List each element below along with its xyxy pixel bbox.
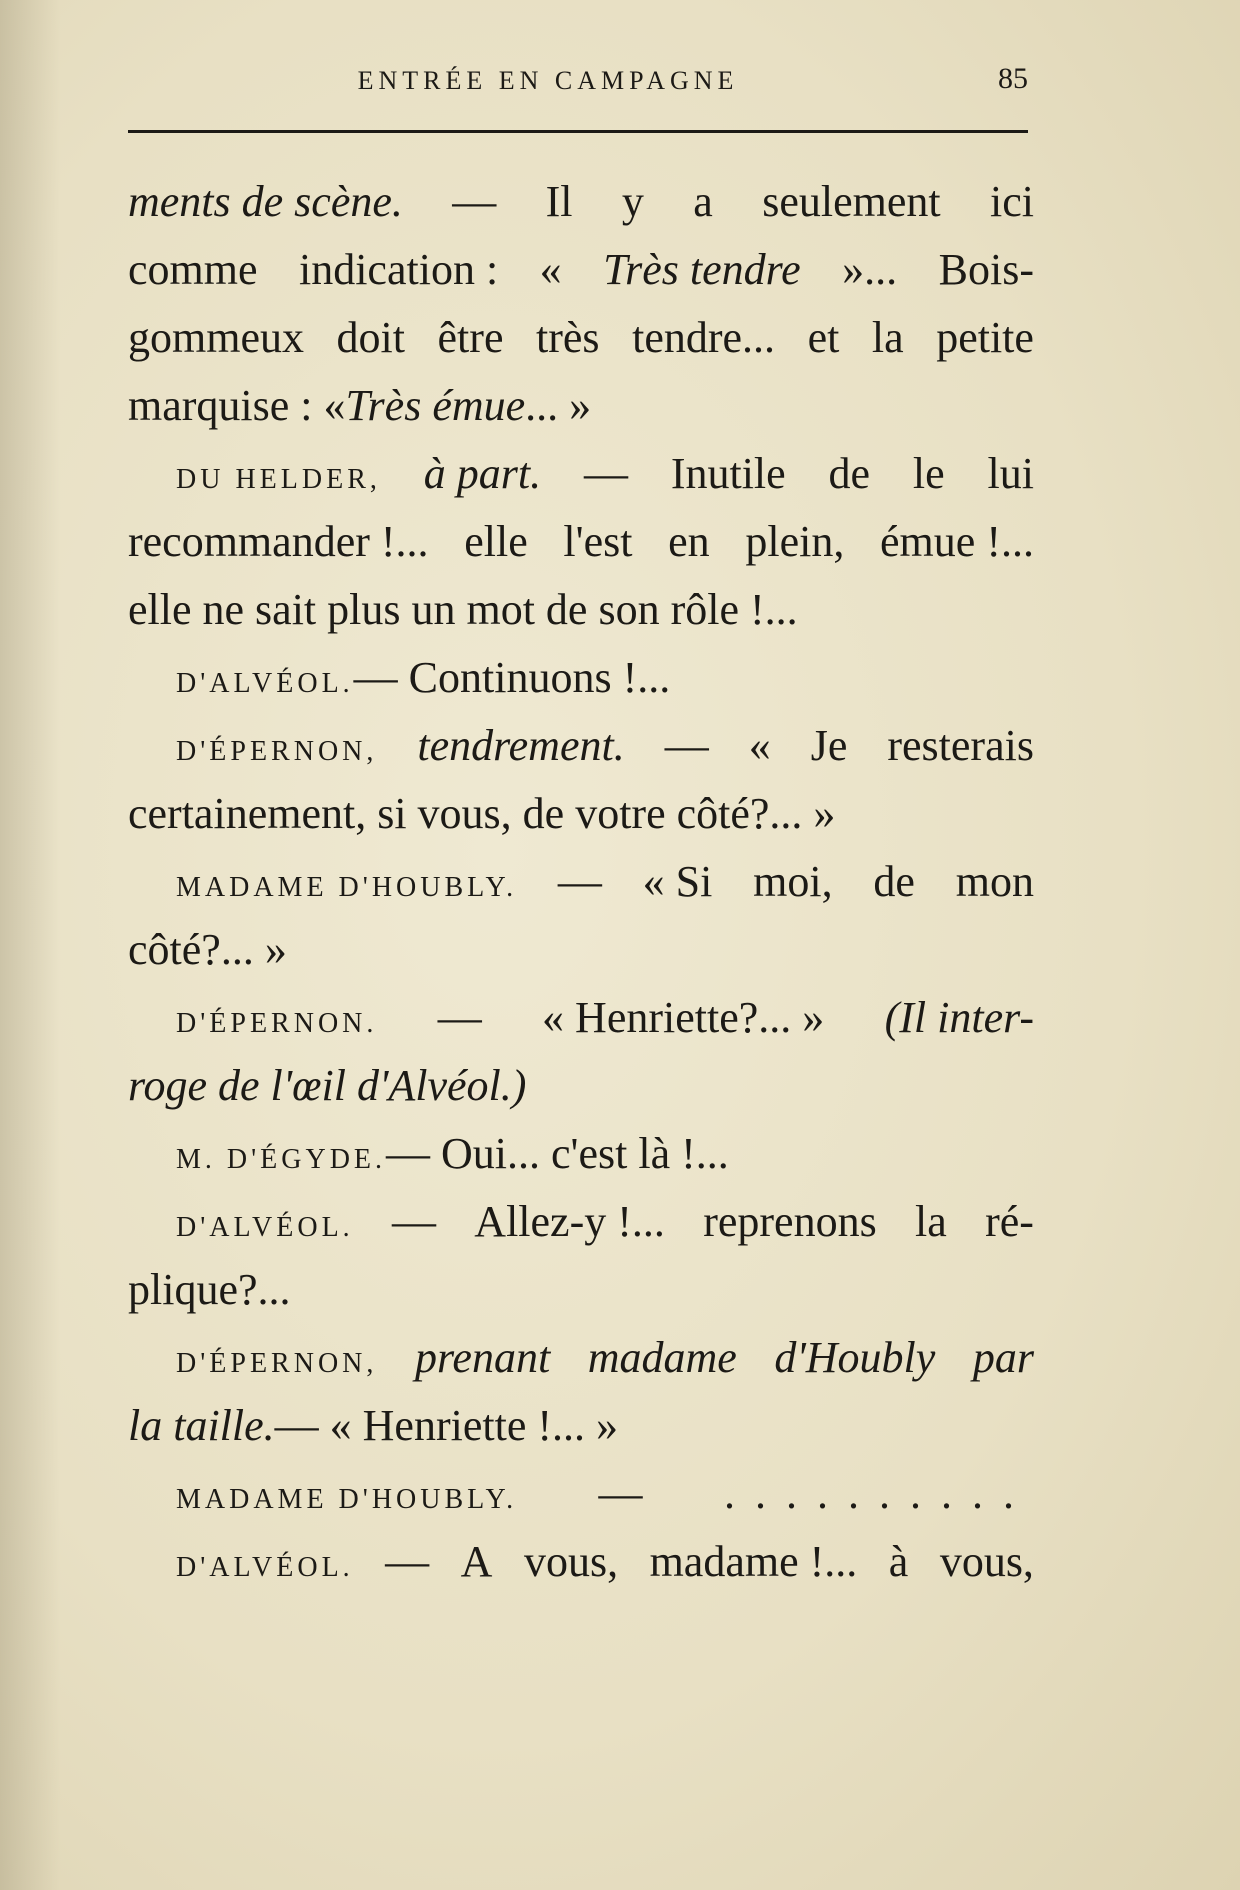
stage-direction: la taille.	[128, 1401, 275, 1450]
dialogue-text: «	[539, 245, 562, 294]
text-line	[128, 372, 1034, 440]
dialogue-text: ... »	[525, 381, 592, 430]
stage-direction: Très émue	[345, 381, 526, 430]
dialogue-text: l'est	[563, 517, 633, 566]
dialogue-text: et	[807, 313, 840, 362]
text-line	[128, 168, 1034, 236]
dialogue-text: —	[664, 721, 709, 770]
stage-direction: roge de l'œil d'Alvéol.)	[128, 1061, 527, 1110]
dialogue-text: côté?... »	[128, 925, 287, 974]
stage-direction: par	[972, 1333, 1034, 1382]
text-line	[128, 848, 1034, 916]
dialogue-text: a	[693, 177, 713, 226]
text-line	[128, 508, 1034, 576]
dialogue-text: très	[536, 313, 600, 362]
speaker-name: D'ÉPERNON,	[176, 736, 378, 767]
header-rule	[128, 130, 1028, 133]
speaker-name: MADAME D'HOUBLY.	[176, 1484, 518, 1515]
dialogue-text: elle	[464, 517, 528, 566]
speaker-name: D'ALVÉOL.	[176, 1552, 354, 1583]
dialogue-text: recommander !...	[128, 517, 429, 566]
dialogue-text: Je	[810, 721, 848, 770]
speaker-name: D'ALVÉOL.	[176, 1212, 354, 1243]
dialogue-text: de	[828, 449, 871, 498]
dialogue-text: »...	[842, 245, 898, 294]
speaker-name: M. D'ÉGYDE.	[176, 1144, 387, 1175]
dialogue-text: vous,	[939, 1537, 1034, 1586]
dialogue-text: Il	[545, 177, 573, 226]
stage-direction: prenant	[414, 1333, 551, 1382]
dialogue-text: Allez-y !...	[474, 1197, 665, 1246]
spine-shadow	[0, 0, 60, 1890]
stage-direction: Très tendre	[603, 245, 801, 294]
dialogue-text: mon	[955, 857, 1034, 906]
dialogue-text: plique?...	[128, 1265, 291, 1314]
stage-direction: (Il inter-	[884, 993, 1034, 1042]
dialogue-text: être	[437, 313, 504, 362]
text-line	[128, 440, 1034, 508]
dialogue-text: y	[621, 177, 644, 226]
dialogue-text: —	[385, 1537, 430, 1586]
dialogue-text: ici	[989, 177, 1034, 226]
dialogue-text: — « Henriette !... »	[274, 1401, 618, 1450]
dialogue-text: — Oui... c'est là !...	[386, 1129, 729, 1178]
dialogue-text: doit	[336, 313, 405, 362]
dialogue-text: Inutile	[670, 449, 786, 498]
text-line	[128, 236, 1034, 304]
dialogue-text: comme	[128, 245, 258, 294]
text-line	[128, 644, 1034, 712]
dialogue-text: elle ne sait plus un mot de son rôle !...	[128, 585, 798, 634]
stage-direction: à part.	[423, 449, 542, 498]
dialogue-text: la	[871, 313, 904, 362]
text-line	[128, 1460, 1034, 1528]
text-line	[128, 1188, 1034, 1256]
speaker-name: D'ÉPERNON,	[176, 1348, 378, 1379]
speaker-name: DU HELDER,	[176, 464, 381, 495]
dialogue-text: ..........	[723, 1469, 1034, 1518]
dialogue-text: —	[452, 177, 497, 226]
dialogue-text: —	[437, 993, 482, 1042]
text-line	[128, 1120, 1034, 1188]
text-line	[128, 712, 1034, 780]
dialogue-text: émue !...	[880, 517, 1034, 566]
dialogue-text: Bois-	[938, 245, 1034, 294]
dialogue-text: — Continuons !...	[353, 653, 671, 702]
dialogue-text: ré-	[985, 1197, 1034, 1246]
stage-direction: d'Houbly	[774, 1333, 936, 1382]
text-line	[128, 1324, 1034, 1392]
dialogue-text: certainement, si vous, de votre côté?... »	[128, 789, 836, 838]
text-line	[128, 780, 1034, 848]
dialogue-text: marquise : «	[128, 381, 346, 430]
page-header	[128, 62, 1028, 102]
dialogue-text: le	[912, 449, 945, 498]
speaker-name: D'ALVÉOL.	[176, 668, 354, 699]
dialogue-text: en	[668, 517, 710, 566]
speaker-name: MADAME D'HOUBLY.	[176, 872, 518, 903]
running-title: ENTRÉE EN CAMPAGNE	[357, 66, 739, 95]
dialogue-text: vous,	[523, 1537, 619, 1586]
speaker-name: D'ÉPERNON.	[176, 1008, 378, 1039]
dialogue-text: « Si	[642, 857, 713, 906]
stage-direction: madame	[587, 1333, 737, 1382]
text-line	[128, 1256, 1034, 1324]
dialogue-text: « Henriette?... »	[542, 993, 825, 1042]
dialogue-text: gommeux	[128, 313, 304, 362]
stage-direction: tendrement.	[417, 721, 625, 770]
stage-direction: ments de scène.	[128, 177, 403, 226]
dialogue-text: indication :	[298, 245, 499, 294]
dialogue-text: A	[460, 1537, 493, 1586]
dialogue-text: —	[557, 857, 602, 906]
dialogue-text: plein,	[745, 517, 845, 566]
dialogue-text: seulement	[762, 177, 941, 226]
dialogue-text: moi,	[753, 857, 833, 906]
dialogue-text: reprenons	[703, 1197, 877, 1246]
dialogue-text: «	[748, 721, 771, 770]
body-text	[128, 168, 1034, 1596]
text-line	[128, 576, 1034, 644]
text-line	[128, 1528, 1034, 1596]
dialogue-text: la	[915, 1197, 947, 1246]
dialogue-text: madame !...	[649, 1537, 858, 1586]
dialogue-text: de	[873, 857, 915, 906]
page-number: 85	[998, 62, 1028, 95]
text-line	[128, 1052, 1034, 1120]
text-line	[128, 1392, 1034, 1460]
dialogue-text: à	[888, 1537, 909, 1586]
dialogue-text: —	[583, 449, 628, 498]
text-line	[128, 984, 1034, 1052]
text-line	[128, 916, 1034, 984]
dialogue-text: resterais	[887, 721, 1034, 770]
dialogue-text: —	[598, 1469, 643, 1518]
dialogue-text: —	[391, 1197, 436, 1246]
dialogue-text: lui	[987, 449, 1034, 498]
dialogue-text: petite	[936, 313, 1034, 362]
dialogue-text: tendre...	[632, 313, 776, 362]
text-line	[128, 304, 1034, 372]
